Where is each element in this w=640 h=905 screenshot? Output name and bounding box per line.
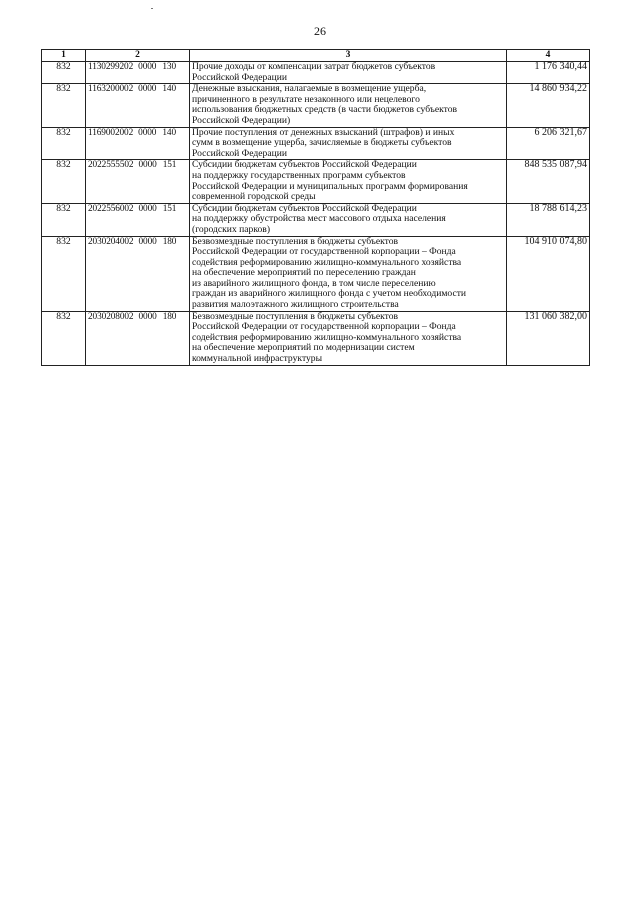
table-row	[42, 311, 590, 365]
column-header-4: 4	[507, 50, 590, 62]
scan-mark	[151, 8, 153, 9]
description-line: на поддержку обустройства мест массового отдыха населения	[192, 213, 446, 225]
revenue-description-cell	[190, 236, 507, 311]
table-row	[42, 160, 590, 203]
revenue-description-cell	[190, 127, 507, 160]
code-sub: 0000	[138, 203, 157, 214]
code-kind: 140	[162, 127, 176, 138]
budget-revenue-table	[41, 49, 590, 366]
description-line: Денежные взыскания, налагаемые в возмещение ущерба,	[192, 83, 427, 95]
description-line: причиненного в результате незаконного или нецелевого	[192, 93, 420, 105]
description-line: Российской Федерации от государственной корпорации – Фонда	[192, 321, 456, 333]
description-line: на обеспечение мероприятий по модернизации систем	[192, 342, 415, 354]
table-header-row	[42, 50, 590, 62]
table-row	[42, 203, 590, 236]
amount-cell: 848 535 087,94	[507, 160, 590, 203]
column-header-3: 3	[190, 50, 507, 62]
code-sub: 0000	[138, 160, 157, 171]
description-line: Безвозмездные поступления в бюджеты субъектов	[192, 310, 399, 322]
code-kind: 151	[162, 160, 177, 171]
admin-code-cell: 832	[42, 62, 86, 84]
code-main: 2030208002	[88, 311, 134, 322]
description-line: на обеспечение мероприятий по переселению граждан	[192, 267, 416, 279]
admin-code-cell: 832	[42, 203, 86, 236]
revenue-description-cell	[190, 84, 507, 127]
description-line: из аварийного жилищного фонда, в том числе переселению	[192, 277, 436, 289]
revenue-description-cell	[190, 203, 507, 236]
admin-code-cell: 832	[42, 311, 86, 365]
code-sub: 0000	[138, 311, 157, 322]
table-row	[42, 236, 590, 311]
description-line: на поддержку государственных программ субъектов	[192, 169, 406, 181]
code-main: 2022556002	[88, 203, 134, 214]
code-kind: 180	[162, 236, 177, 247]
code-sub: 0000	[138, 127, 157, 138]
description-line: Прочие доходы от компенсации затрат бюджетов субъектов	[192, 61, 436, 72]
budget-classification-code-cell	[86, 311, 190, 365]
amount-cell: 131 060 382,00	[507, 311, 590, 365]
description-line: развития малоэтажного жилищного строительства	[192, 299, 399, 311]
description-line: содействия реформированию жилищно-коммунального хозяйства	[192, 256, 462, 268]
description-line: содействия реформированию жилищно-коммунального хозяйства	[192, 331, 462, 343]
amount-cell: 6 206 321,67	[507, 127, 590, 160]
amount-cell: 18 788 614,23	[507, 203, 590, 236]
code-main: 1130299202	[88, 62, 134, 72]
admin-code-cell: 832	[42, 160, 86, 203]
table-row	[42, 84, 590, 127]
code-sub: 0000	[138, 236, 157, 247]
budget-classification-code-cell	[86, 236, 190, 311]
page-number: 26	[314, 24, 326, 38]
description-line: Субсидии бюджетам субъектов Российской Федерации	[192, 159, 417, 171]
description-line: Российской Федерации и муниципальных программ формирования	[192, 180, 468, 192]
description-line: сумм в возмещение ущерба, зачисляемые в бюджеты субъектов	[192, 137, 452, 149]
description-line: современной городской среды	[192, 191, 316, 203]
revenue-description-cell	[190, 311, 507, 365]
code-main: 1163200002	[88, 84, 134, 95]
description-line: Российской Федерации)	[192, 114, 291, 126]
admin-code-cell: 832	[42, 236, 86, 311]
code-kind: 140	[162, 84, 176, 95]
code-main: 2022555502	[88, 160, 134, 171]
budget-classification-code-cell	[86, 127, 190, 160]
table-row	[42, 62, 590, 84]
revenue-description-cell	[190, 62, 507, 84]
code-kind: 130	[162, 62, 176, 72]
amount-cell: 14 860 934,22	[507, 84, 590, 127]
code-main: 2030204002	[88, 236, 134, 247]
description-line: граждан из аварийного жилищного фонда с учетом необходимости	[192, 288, 467, 300]
revenue-description-cell	[190, 160, 507, 203]
description-line: Безвозмездные поступления в бюджеты субъектов	[192, 235, 399, 247]
code-main: 1169002002	[88, 127, 134, 138]
description-line: (городских парков)	[192, 223, 271, 235]
amount-cell: 104 910 074,80	[507, 236, 590, 311]
description-line: Субсидии бюджетам субъектов Российской Федерации	[192, 202, 417, 214]
amount-cell: 1 176 340,44	[507, 62, 590, 84]
description-line: Российской Федерации	[192, 147, 287, 159]
description-line: использования бюджетных средств (в части бюджетов субъектов	[192, 104, 458, 116]
code-kind: 151	[162, 203, 177, 214]
code-kind: 180	[162, 311, 177, 322]
budget-classification-code-cell	[86, 160, 190, 203]
table-row	[42, 127, 590, 160]
admin-code-cell: 832	[42, 127, 86, 160]
column-header-2: 2	[86, 50, 190, 62]
description-line: Прочие поступления от денежных взысканий (штрафов) и иных	[192, 126, 455, 138]
description-line: Российской Федерации от государственной корпорации – Фонда	[192, 246, 456, 258]
description-line: Российской Федерации	[192, 71, 287, 83]
budget-classification-code-cell	[86, 203, 190, 236]
admin-code-cell: 832	[42, 84, 86, 127]
budget-classification-code-cell	[86, 84, 190, 127]
code-sub: 0000	[138, 84, 157, 95]
description-line: коммунальной инфраструктуры	[192, 353, 323, 365]
budget-classification-code-cell	[86, 62, 190, 84]
column-header-1: 1	[42, 50, 86, 62]
code-sub: 0000	[138, 62, 157, 72]
